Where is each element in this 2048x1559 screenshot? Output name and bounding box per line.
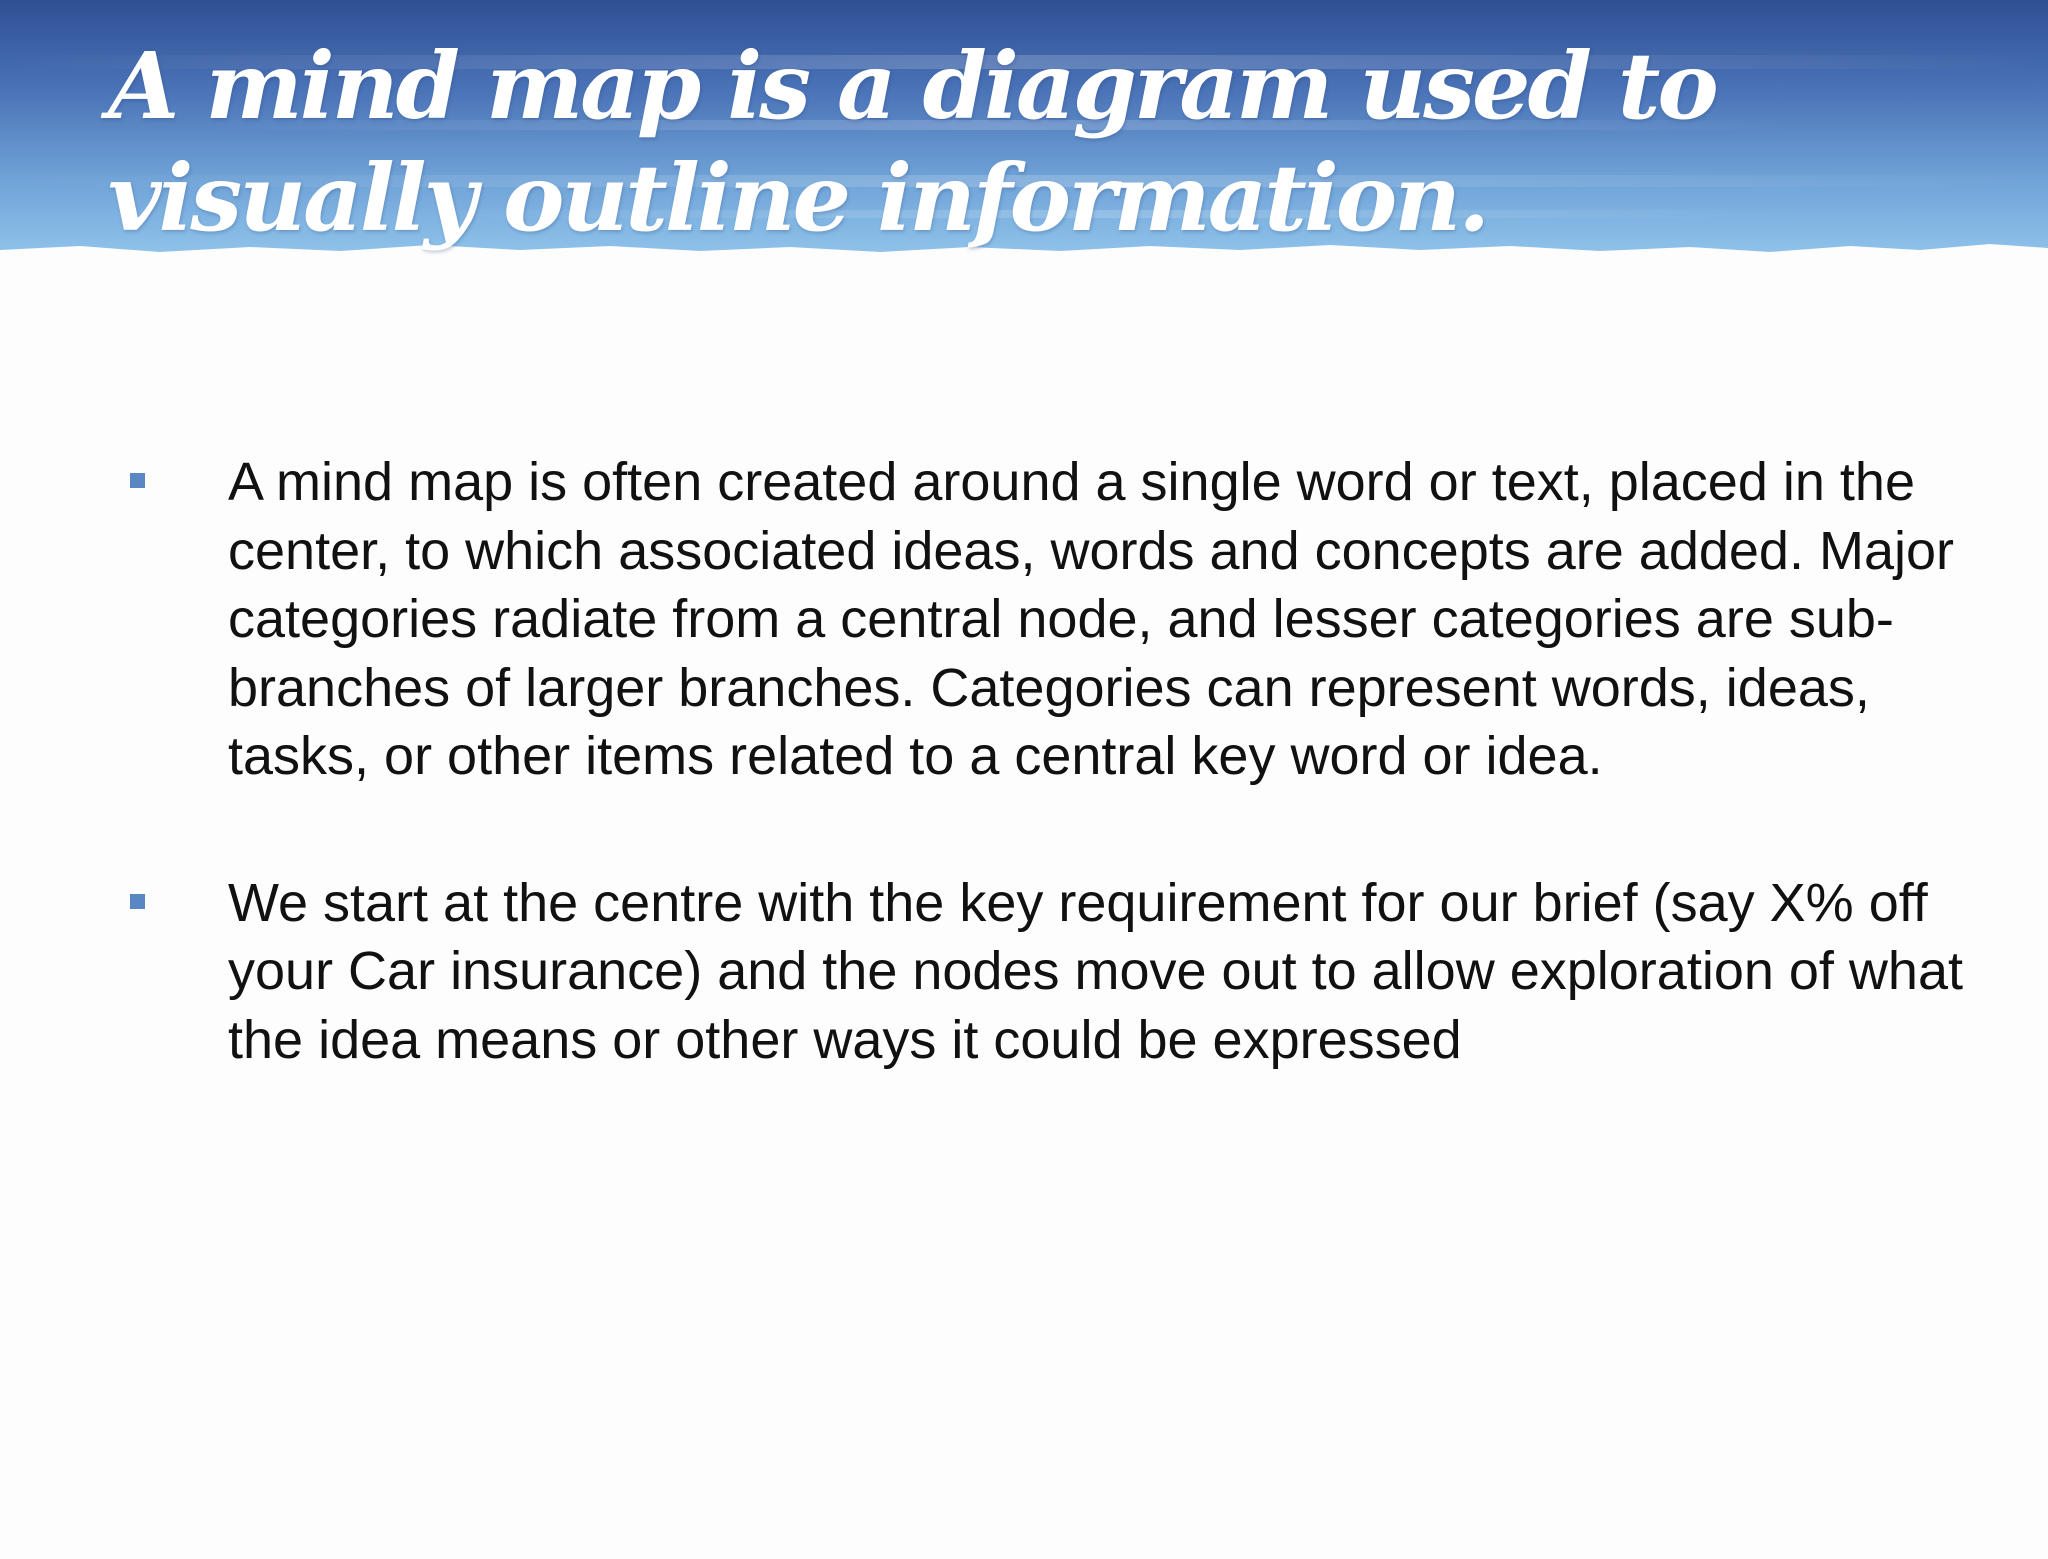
- bullet-text: We start at the centre with the key requirement for our brief (say X% off your Car insurance) and the nodes move out to allow exploration of what the idea means or other ways it could be expressed: [228, 872, 1963, 1070]
- bullet-list: [0, 448, 2048, 1074]
- bullet-item: [0, 869, 1978, 1075]
- square-bullet-icon: [130, 894, 145, 909]
- square-bullet-icon: [130, 473, 145, 488]
- slide-title: A mind map is a diagram used to visually outline information.: [108, 32, 1716, 252]
- bullet-text: A mind map is often created around a single word or text, placed in the center, to which associated ideas, words and concepts are added. Major categories radiate from a central node, and lesser categories are sub-branches of larger branches. Categories can represent words, ideas, tasks, or other items related to a central key word or idea.: [228, 452, 1954, 786]
- bullet-item: [0, 448, 1978, 791]
